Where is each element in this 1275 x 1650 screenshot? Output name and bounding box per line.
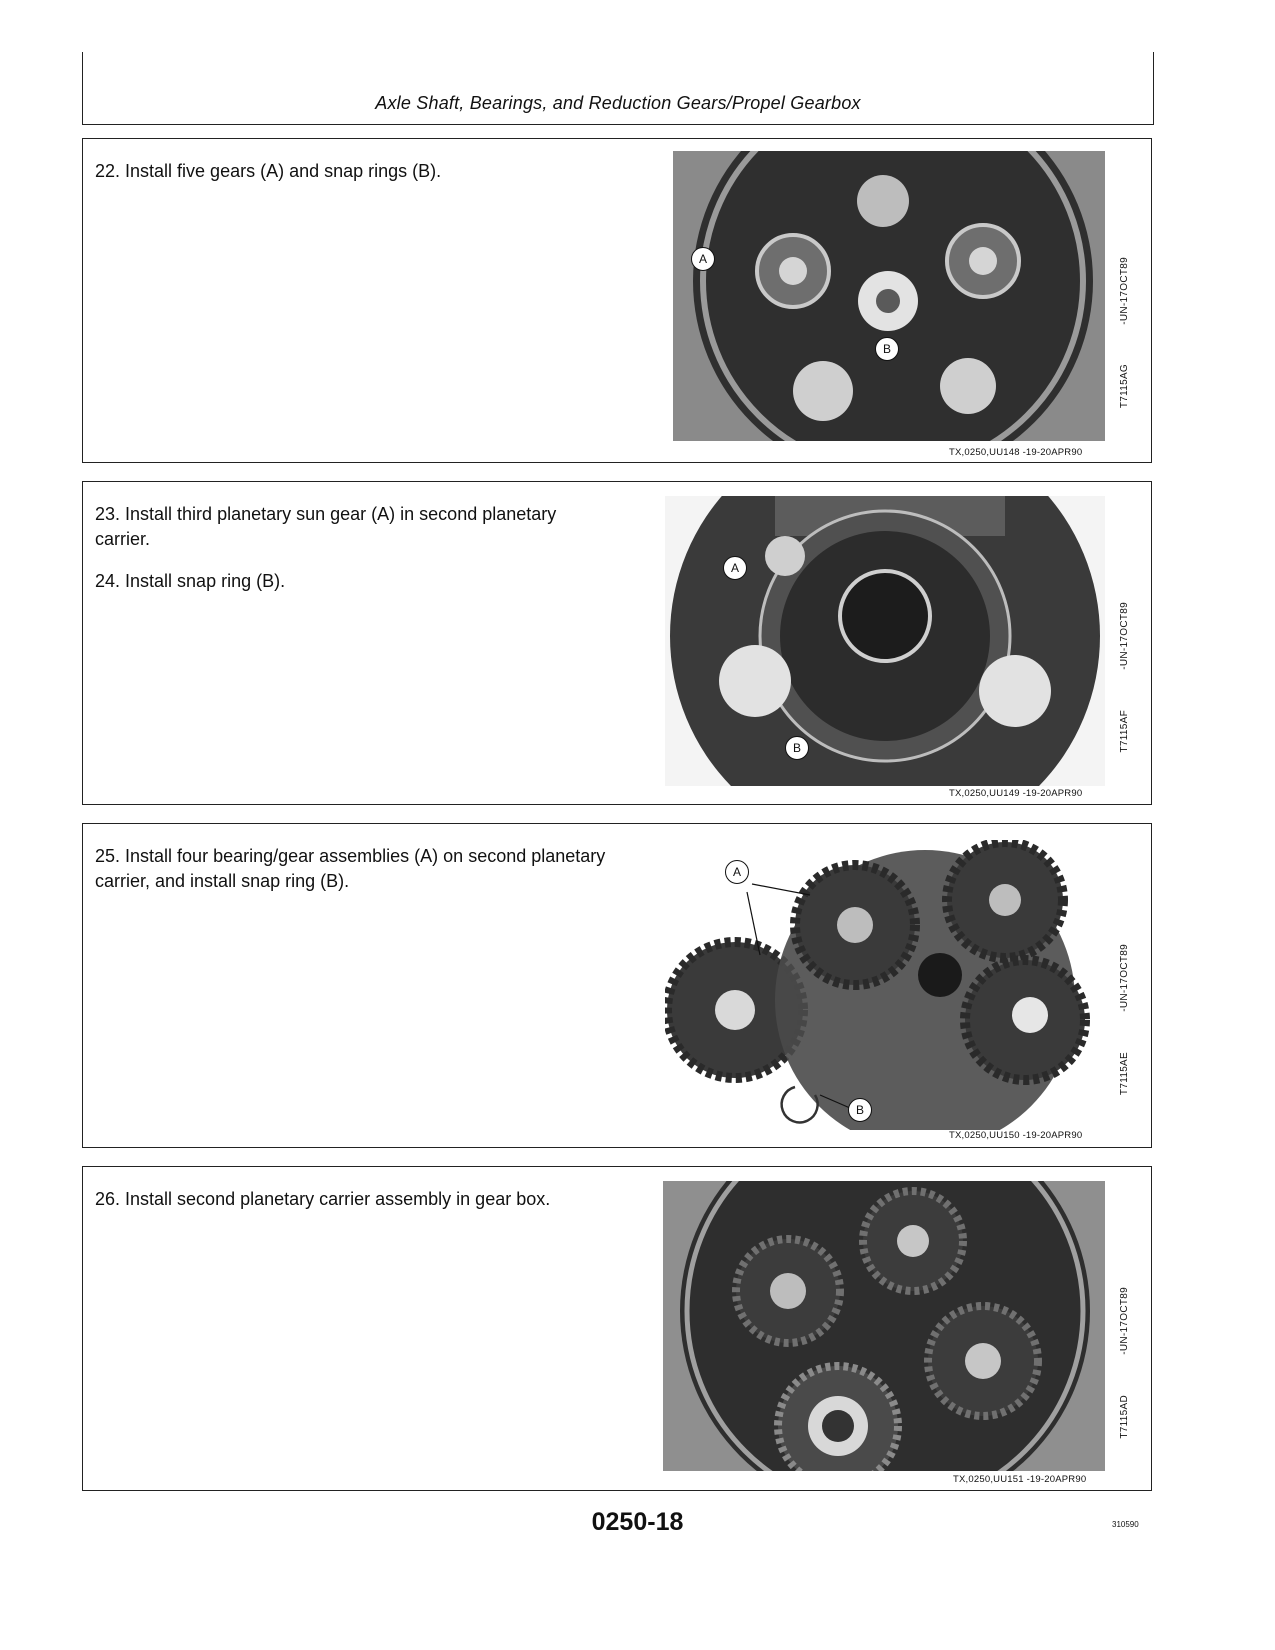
step-26-ref: TX,0250,UU151 -19-20APR90 [953,1474,1087,1485]
step-23-section [82,481,1152,805]
callout-b: B [848,1098,872,1122]
step-22-image-code: -UN-17OCT89 [1119,257,1130,325]
step-25-photo [665,840,1105,1130]
step-25-text: 25. Install four bearing/gear assemblies (A) on second planetary carrier, and install snap ring (B). [95,846,606,891]
callout-a: A [691,247,715,271]
step-26-image-id: T7115AD [1119,1395,1130,1439]
callout-a: A [723,556,747,580]
step-26-photo [663,1181,1105,1471]
step-22-photo [673,151,1105,441]
step-26-text: 26. Install second planetary carrier assembly in gear box. [95,1189,551,1209]
step-25-image-code: -UN-17OCT89 [1119,944,1130,1012]
step-26-image-code: -UN-17OCT89 [1119,1287,1130,1355]
step-24-text: 24. Install snap ring (B). [95,571,286,591]
step-25-instructions [95,844,615,911]
callout-b: B [875,337,899,361]
step-22-instructions [95,159,615,201]
step-26-section [82,1166,1152,1491]
callout-a: A [725,860,749,884]
date-code: 310590 [1112,1520,1139,1529]
page-header [82,52,1154,125]
step-25-image-id: T7115AE [1119,1052,1130,1096]
step-26-instructions [95,1187,615,1229]
header-title: Axle Shaft, Bearings, and Reduction Gears/Propel Gearbox [375,93,861,113]
step-25-ref: TX,0250,UU150 -19-20APR90 [949,1130,1083,1141]
step-23-image-id: T7115AF [1119,710,1130,753]
page-number: 0250-18 [591,1508,684,1536]
step-22-section [82,138,1152,463]
step-25-section [82,823,1152,1148]
step-22-ref: TX,0250,UU148 -19-20APR90 [949,447,1083,458]
step-23-photo [665,496,1105,786]
callout-b: B [785,736,809,760]
step-22-image-id: T7115AG [1119,364,1130,409]
step-23-text: 23. Install third planetary sun gear (A) in second planetary carrier. [95,504,557,549]
step-23-ref: TX,0250,UU149 -19-20APR90 [949,788,1083,799]
step-23-image-code: -UN-17OCT89 [1119,602,1130,670]
step-22-text: 22. Install five gears (A) and snap rings (B). [95,161,442,181]
step-23-instructions [95,502,615,611]
